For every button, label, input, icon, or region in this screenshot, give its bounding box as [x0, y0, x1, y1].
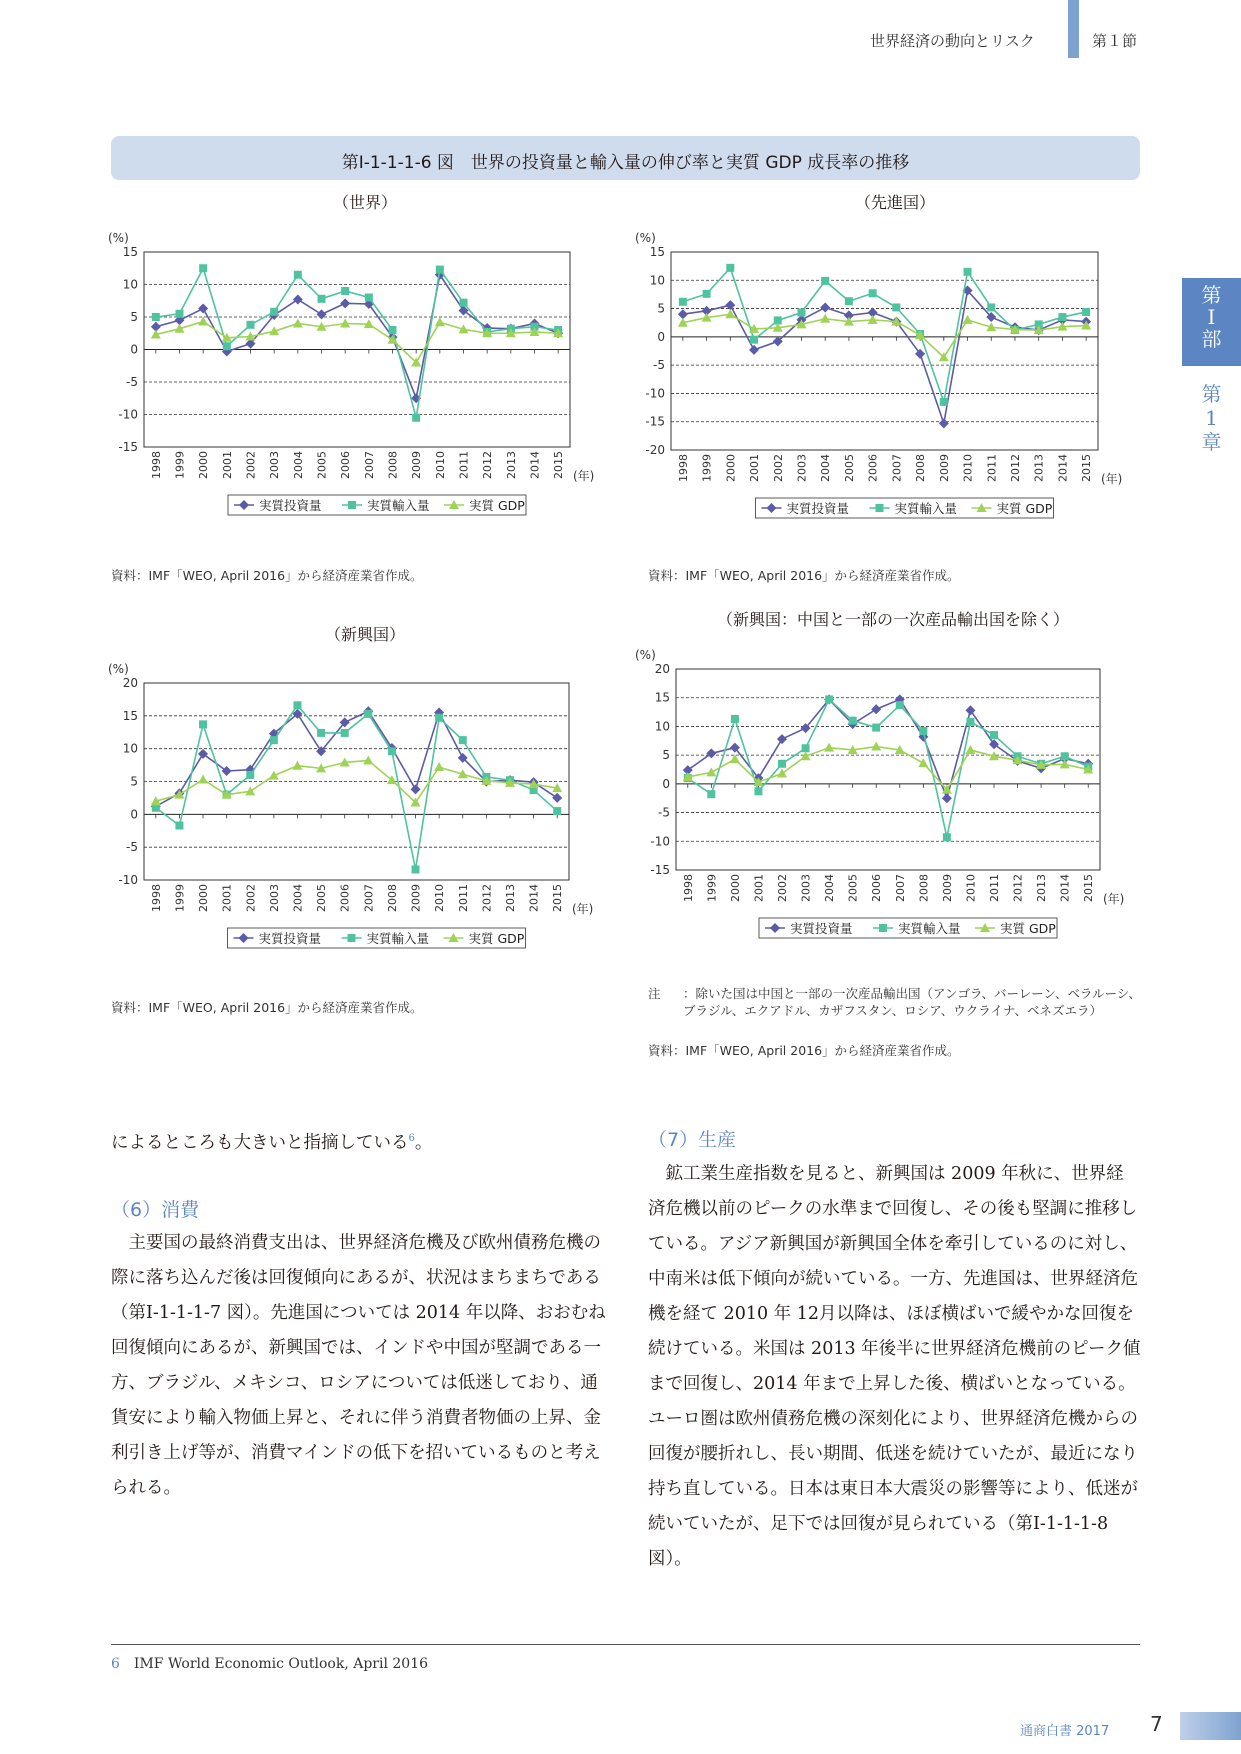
data-point	[871, 704, 881, 714]
data-point	[849, 717, 857, 725]
x-unit-label: (年)	[572, 902, 594, 916]
data-point	[802, 744, 810, 752]
data-point	[317, 309, 327, 319]
legend-label: 実質輸入量	[367, 498, 430, 513]
series-line-2	[683, 268, 1086, 402]
data-point	[965, 705, 975, 715]
legend-label: 実質投資量	[790, 921, 853, 936]
x-tick-label: 2012	[480, 884, 494, 912]
data-point	[820, 302, 830, 312]
legend-label: 実質 GDP	[469, 498, 525, 513]
data-point	[198, 317, 208, 326]
y-tick-label: 20	[654, 662, 670, 676]
data-point	[1058, 313, 1066, 321]
y-tick-label: 5	[662, 748, 670, 763]
x-tick-label: 2004	[823, 874, 837, 902]
data-point	[293, 319, 303, 328]
y-tick-label: 15	[649, 245, 665, 259]
data-point	[318, 295, 326, 303]
data-point	[175, 821, 183, 829]
x-tick-label: 2011	[457, 451, 471, 479]
legend-label: 実質 GDP	[996, 501, 1053, 516]
series-line-2	[156, 268, 558, 418]
series-line-1	[156, 275, 558, 399]
data-point	[365, 294, 373, 302]
y-tick-label: 0	[130, 342, 138, 357]
data-point	[294, 271, 302, 279]
y-tick-label: 0	[657, 329, 665, 344]
data-point	[270, 308, 278, 316]
data-point	[754, 787, 762, 795]
y-tick-label: 15	[654, 690, 670, 705]
data-point	[341, 729, 349, 737]
data-point	[845, 297, 853, 305]
y-unit-label: (%)	[635, 231, 656, 245]
data-point	[707, 790, 715, 798]
x-tick-label: 2004	[819, 454, 833, 482]
footnote-rule	[111, 1644, 1140, 1645]
x-tick-label: 2000	[728, 874, 742, 902]
x-tick-label: 2002	[771, 454, 785, 482]
x-tick-label: 1999	[700, 454, 714, 482]
y-tick-label: 15	[122, 708, 138, 723]
x-tick-label: 1998	[149, 451, 163, 479]
continued-end: 。	[414, 1132, 433, 1153]
y-tick-label: 10	[122, 277, 138, 292]
data-point	[797, 309, 805, 317]
x-tick-label: 2011	[988, 874, 1001, 902]
series-line-3	[688, 747, 1088, 790]
legend-marker	[348, 501, 356, 509]
note-text: ：除いた国は中国と一部の一次産品輸出国（アンゴラ、バーレーン、ベラルーシ、ブラジル、エクアドル、カザフスタン、ロシア、ウクライナ、ベネズエラ）	[683, 986, 1141, 1018]
x-tick-label: 2015	[551, 884, 565, 912]
x-tick-label: 2000	[724, 454, 738, 482]
data-point	[731, 715, 739, 723]
footer-accent-bar	[1180, 1712, 1241, 1740]
y-tick-label: -10	[118, 407, 138, 422]
x-unit-label: (年)	[1103, 892, 1125, 906]
data-point	[943, 833, 951, 841]
data-point	[411, 784, 421, 794]
x-tick-label: 2011	[456, 884, 470, 912]
data-point	[942, 793, 952, 803]
x-tick-label: 2009	[940, 874, 954, 902]
data-point	[820, 314, 830, 323]
x-tick-label: 2015	[552, 451, 566, 479]
data-point	[223, 342, 231, 350]
continued-text: によるところも大きいと指摘している	[111, 1132, 409, 1153]
side-tab-part[interactable]: 第 Ⅰ 部	[1182, 278, 1241, 366]
legend-label: 実質投資量	[786, 501, 850, 516]
x-tick-label: 2006	[866, 454, 880, 482]
chart-advanced	[627, 215, 1127, 560]
data-point	[245, 786, 255, 795]
x-tick-label: 2008	[386, 451, 400, 479]
source-note-emerging: 資料：IMF「WEO, April 2016」から経済産業省作成。	[111, 1000, 423, 1015]
y-tick-label: 0	[130, 807, 138, 822]
source-note-advanced: 資料：IMF「WEO, April 2016」から経済産業省作成。	[648, 568, 960, 583]
running-header-section: 世界経済の動向とリスク	[870, 32, 1035, 50]
x-tick-label: 2006	[338, 884, 352, 912]
x-tick-label: 2008	[385, 884, 399, 912]
legend-marker	[879, 924, 887, 932]
y-tick-label: 5	[657, 301, 665, 316]
y-tick-label: 0	[662, 776, 670, 791]
paragraph-production: 鉱工業生産指数を見ると、新興国は 2009 年秋に、世界経済危機以前のピークの水準まで回復し、その後も堅調に推移している。アジア新興国が新興国全体を牽引しているのに対し、中南米は低下傾向が続いている。一方、先進国は、世界経済危機を経て 2010 年 12月以降は、ほぼ横ばいで緩やかな回復を続けている。米国は 2013 年後半に世界経済危機前のピーク値まで回復し、2014 年まで上昇した後、横ばいとなっている。ユーロ圏は欧州債務危機の深刻化により、世界経済危機からの回復が腰折れし、長い期間、低迷を続けていたが、最近になり持ち直している。日本は東日本大震災の影響等により、低迷が続いていたが、足下では回復が見られている（第Ⅰ-1-1-1-8 図）。	[648, 1164, 1141, 1569]
side-tab-chapter[interactable]: 第 1 章	[1201, 382, 1222, 454]
footnote-text: IMF World Economic Outlook, April 2016	[133, 1656, 429, 1672]
data-point	[552, 793, 562, 803]
x-tick-label: 2009	[409, 884, 423, 912]
x-tick-label: 2006	[870, 874, 884, 902]
x-tick-label: 1999	[173, 884, 187, 912]
y-unit-label: (%)	[108, 231, 129, 245]
x-tick-label: 2013	[1035, 874, 1049, 902]
data-point	[293, 294, 303, 304]
x-tick-label: 2012	[481, 451, 495, 479]
data-point	[987, 303, 995, 311]
x-tick-label: 2009	[937, 454, 951, 482]
legend-label: 実質投資量	[258, 931, 322, 946]
x-tick-label: 1999	[705, 874, 719, 902]
data-point	[965, 745, 975, 754]
data-point	[871, 742, 881, 751]
data-point	[389, 326, 397, 334]
x-tick-label: 2013	[504, 451, 518, 479]
y-tick-label: -5	[126, 375, 138, 389]
data-point	[706, 748, 716, 758]
legend-label: 実質投資量	[259, 498, 322, 513]
x-tick-label: 2006	[339, 451, 353, 479]
data-point	[199, 264, 207, 272]
data-point	[679, 298, 687, 306]
data-point	[778, 760, 786, 768]
legend-label: 実質 GDP	[1000, 921, 1056, 936]
data-point	[269, 771, 279, 780]
x-tick-label: 2003	[268, 451, 282, 479]
data-point	[198, 775, 208, 784]
x-tick-label: 2008	[917, 874, 931, 902]
y-tick-label: -20	[645, 443, 665, 457]
legend-label: 実質輸入量	[894, 501, 958, 516]
data-point	[553, 807, 561, 815]
data-point	[436, 266, 444, 274]
chart-title-advanced: （先進国）	[854, 193, 935, 212]
data-point	[919, 727, 927, 735]
x-tick-label: 2001	[220, 884, 234, 912]
data-point	[896, 701, 904, 709]
data-point	[777, 769, 787, 778]
x-tick-label: 2000	[197, 884, 211, 912]
plot-frame	[676, 669, 1100, 870]
data-point	[246, 771, 254, 779]
y-tick-label: -10	[118, 873, 138, 887]
data-point	[1061, 752, 1069, 760]
legend-marker	[876, 504, 884, 512]
data-point	[198, 304, 208, 314]
x-tick-label: 2005	[315, 451, 329, 479]
data-point	[435, 714, 443, 722]
y-tick-label: 15	[122, 245, 138, 259]
x-tick-label: 2000	[197, 451, 211, 479]
x-tick-label: 1998	[149, 884, 163, 912]
data-point	[459, 736, 467, 744]
x-tick-label: 2010	[433, 884, 447, 912]
continued-line	[111, 1121, 611, 1161]
data-point	[918, 758, 928, 767]
y-unit-label: (%)	[635, 648, 656, 662]
x-unit-label: (年)	[1101, 472, 1123, 486]
series-line-1	[683, 290, 1086, 423]
footnote-ref[interactable]: 6	[408, 1133, 415, 1144]
x-tick-label: 2003	[795, 454, 809, 482]
chart-title-emerging-excl: （新興国：中国と一部の一次産品輸出国を除く）	[716, 610, 1069, 629]
book-title: 通商白書 2017	[1020, 1724, 1110, 1739]
footnote	[111, 1656, 428, 1672]
running-header-part: 第１節	[1092, 32, 1138, 50]
data-point	[460, 299, 468, 307]
legend-label: 実質輸入量	[898, 921, 961, 936]
data-point	[199, 720, 207, 728]
x-tick-label: 2014	[527, 884, 541, 912]
paragraph-consumption: 主要国の最終消費支出は、世界経済危機及び欧州債務危機の際に落ち込んだ後は回復傾向にあるが、状況はまちまちである（第Ⅰ-1-1-1-7 図）。先進国については 2014 年以降、おおむね回復傾向にあるが、新興国では、インドや中国が堅調である一方、ブラジル、メキシコ、ロシアについては低迷しており、通貨安により輸入物価上昇と、それに伴う消費者物価の上昇、金利引き上げ等が、消費マインドの低下を招いているものと考えられる。	[111, 1233, 606, 1498]
data-point	[749, 345, 759, 355]
x-tick-label: 2008	[914, 454, 928, 482]
y-tick-label: -10	[645, 386, 665, 401]
y-tick-label: 20	[122, 676, 138, 690]
y-tick-label: 10	[654, 719, 670, 734]
x-tick-label: 2001	[752, 874, 766, 902]
chart-title-world: （世界）	[332, 193, 397, 212]
chart-world	[100, 215, 600, 560]
data-point	[341, 287, 349, 295]
figure-title: 第Ⅰ-1-1-1-6 図 世界の投資量と輸入量の伸び率と実質 GDP 成長率の推移	[341, 153, 910, 173]
data-point	[176, 310, 184, 318]
data-point	[703, 290, 711, 298]
source-note-world: 資料：IMF「WEO, April 2016」から経済産業省作成。	[111, 568, 423, 583]
data-point	[412, 865, 420, 873]
x-tick-label: 2014	[1058, 874, 1072, 902]
data-point	[869, 289, 877, 297]
data-point	[892, 303, 900, 311]
y-tick-label: -5	[653, 358, 665, 373]
data-point	[317, 729, 325, 737]
x-tick-label: 1999	[173, 451, 187, 479]
y-tick-label: 5	[130, 774, 138, 789]
x-unit-label: (年)	[573, 469, 595, 483]
data-point	[821, 277, 829, 285]
x-tick-label: 2001	[748, 454, 762, 482]
x-tick-label: 2015	[1082, 874, 1096, 902]
data-point	[940, 398, 948, 406]
series-line-3	[683, 314, 1086, 357]
y-tick-label: -15	[645, 414, 665, 429]
data-point	[872, 724, 880, 732]
y-tick-label: 5	[130, 310, 138, 324]
data-point	[293, 701, 301, 709]
data-point	[412, 414, 420, 422]
data-point	[750, 336, 758, 344]
x-tick-label: 1998	[676, 454, 690, 482]
y-tick-label: 10	[122, 741, 138, 756]
note-label: 注	[648, 986, 661, 1001]
data-point	[964, 268, 972, 276]
data-point	[270, 736, 278, 744]
y-tick-label: -15	[650, 863, 670, 877]
x-tick-label: 2004	[291, 884, 305, 912]
data-point	[435, 317, 445, 326]
x-tick-label: 1998	[681, 874, 695, 902]
section-heading-production: （7）生産	[648, 1129, 737, 1151]
data-point	[963, 315, 973, 324]
data-point	[340, 298, 350, 308]
x-tick-label: 2002	[776, 874, 789, 902]
x-tick-label: 2007	[362, 884, 376, 912]
data-point	[706, 767, 716, 776]
chart-title-emerging: （新興国）	[324, 625, 405, 644]
y-tick-label: -15	[118, 440, 138, 454]
x-tick-label: 2011	[985, 454, 999, 482]
data-point	[1082, 308, 1090, 316]
data-point	[152, 313, 160, 321]
x-tick-label: 2005	[842, 454, 856, 482]
source-note-emerging-excl: 資料：IMF「WEO, April 2016」から経済産業省作成。	[648, 1043, 960, 1058]
x-tick-label: 2010	[964, 874, 978, 902]
y-unit-label: (%)	[108, 662, 129, 676]
data-point	[364, 710, 372, 718]
section-heading-consumption: （6）消費	[111, 1199, 200, 1221]
x-tick-label: 2002	[244, 451, 258, 479]
data-point	[247, 321, 255, 329]
data-point	[292, 761, 302, 770]
data-point	[824, 743, 834, 752]
x-tick-label: 2001	[220, 451, 234, 479]
x-tick-label: 2007	[893, 874, 907, 902]
x-tick-label: 2012	[1008, 454, 1022, 482]
footnote-number: 6	[111, 1656, 120, 1672]
x-tick-label: 2004	[291, 451, 305, 479]
data-point	[989, 739, 999, 749]
legend-marker	[348, 934, 356, 942]
page-number: 7	[1150, 1712, 1163, 1736]
x-tick-label: 2010	[433, 451, 447, 479]
x-tick-label: 2005	[846, 874, 860, 902]
x-tick-label: 2014	[1056, 454, 1070, 482]
chart-emerging-excl	[627, 632, 1127, 982]
x-tick-label: 2007	[362, 451, 376, 479]
data-point	[966, 718, 974, 726]
data-point	[939, 418, 949, 428]
chart-emerging	[100, 647, 600, 997]
data-point	[777, 734, 787, 744]
y-tick-label: -5	[658, 805, 670, 820]
series-line-1	[156, 711, 557, 806]
x-tick-label: 2012	[1011, 874, 1025, 902]
data-point	[726, 264, 734, 272]
x-tick-label: 2013	[1032, 454, 1046, 482]
legend-label: 実質 GDP	[468, 931, 525, 946]
y-tick-label: -5	[126, 840, 138, 855]
data-point	[990, 731, 998, 739]
y-tick-label: -10	[650, 834, 670, 849]
x-tick-label: 2007	[890, 454, 904, 482]
data-point	[388, 747, 396, 755]
data-point	[434, 762, 444, 771]
data-point	[825, 695, 833, 703]
x-tick-label: 2014	[528, 451, 542, 479]
x-tick-label: 2010	[961, 454, 975, 482]
legend-label: 実質輸入量	[366, 931, 430, 946]
x-tick-label: 2003	[267, 884, 281, 912]
header-accent-bar	[1068, 0, 1079, 58]
x-tick-label: 2015	[1080, 454, 1094, 482]
x-tick-label: 2005	[315, 884, 329, 912]
x-tick-label: 2013	[503, 884, 517, 912]
x-tick-label: 2003	[799, 874, 813, 902]
x-tick-label: 2009	[410, 451, 424, 479]
x-tick-label: 2002	[244, 884, 258, 912]
series-line-2	[688, 699, 1088, 837]
y-tick-label: 10	[649, 273, 665, 288]
